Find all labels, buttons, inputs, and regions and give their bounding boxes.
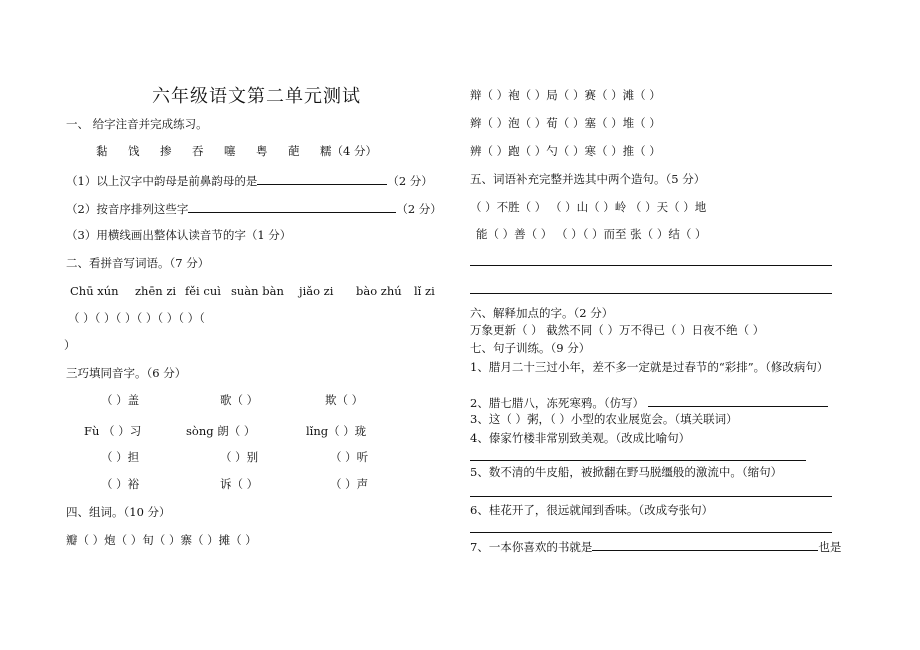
word-group-row[interactable]: 辫（ ）泡（ ）荀（ ）塞（ ）堆（ ） <box>470 116 661 130</box>
pinyin-blanks-end: ） <box>64 338 76 352</box>
sentence-task: 6、桂花开了，很远就闻到香味。（改成夸张句） <box>470 503 714 517</box>
char-item: 葩 <box>288 144 300 158</box>
sentence-task: 1、腊月二十三过小年，差不多一定就是过春节的“彩排”。（修改病句） <box>470 360 829 374</box>
answer-line[interactable] <box>470 532 832 533</box>
homophone-item[interactable]: 歌（ ） <box>220 393 259 407</box>
answer-line[interactable] <box>470 293 832 294</box>
sentence-task <box>470 538 841 555</box>
idiom-row[interactable]: （ ）不胜（ ） （ ）山（ ）岭 （ ）天（ ）地 <box>470 200 707 214</box>
homophone-item[interactable]: 诉（ ） <box>220 477 259 491</box>
homophone-item[interactable]: sòng 朗（ ） <box>186 424 256 438</box>
pinyin-item: zhēn zi <box>135 284 177 298</box>
char-item: 黏 <box>96 144 108 158</box>
homophone-item[interactable]: （ ）裕 <box>101 477 140 491</box>
pinyin-row <box>70 284 435 299</box>
sentence-task: 5、数不清的牛皮船，被掀翻在野马脱缰般的激流中。（缩句） <box>470 465 783 479</box>
pinyin-blanks[interactable]: （ ）（ ）（ ）（ ）（ ）（ ）（ <box>68 311 205 325</box>
homophone-item[interactable]: 欺（ ） <box>325 393 364 407</box>
char-list <box>96 144 377 159</box>
section-5-heading: 五、词语补充完整并选其中两个造句。（5 分） <box>470 172 706 186</box>
answer-line[interactable] <box>592 538 818 551</box>
pinyin-item: lǐ zi <box>414 284 435 298</box>
section-2-heading: 二、看拼音写词语。（7 分） <box>66 256 210 270</box>
section-6-heading: 六、解释加点的字。（2 分） <box>470 306 614 320</box>
homophone-item[interactable]: Fù （ ）习 <box>84 424 142 438</box>
sentence-task-text: 2、腊七腊八，冻死寒鸦。（仿写） <box>470 396 645 410</box>
homophone-item[interactable]: （ ）盖 <box>101 393 140 407</box>
sentence-task[interactable]: 3、这（ ）粥，（ ）小型的农业展览会。（填关联词） <box>470 412 738 426</box>
homophone-item[interactable]: （ ）听 <box>330 450 369 464</box>
word-group-row[interactable]: 辨（ ）跑（ ）勺（ ）寒（ ）推（ ） <box>470 144 661 158</box>
q1-sub-3: （3）用横线画出整体认读音节的字（1 分） <box>66 228 292 242</box>
idiom-row[interactable]: 能（ ）善（ ） （ ）（ ）而至 张（ ）结（ ） <box>476 227 707 241</box>
pinyin-item: jiǎo zi <box>299 284 334 298</box>
char-item: 噻 <box>224 144 236 158</box>
q1-sub-2-text: （2）按音序排列这些字 <box>66 202 189 216</box>
sentence-task-end: 也是 <box>818 540 842 554</box>
q1-sub-1-score: （2 分） <box>387 174 433 188</box>
pinyin-item: Chū xún <box>70 284 119 298</box>
pinyin-item: bào zhú <box>356 284 402 298</box>
char-item: 饯 <box>128 144 140 158</box>
section-4-heading: 四、组词。（10 分） <box>66 505 171 519</box>
char-score: （4 分） <box>331 144 377 158</box>
answer-line[interactable] <box>470 460 806 461</box>
answer-line[interactable] <box>257 172 387 185</box>
page-title: 六年级语文第二单元测试 <box>152 86 361 107</box>
homophone-item[interactable]: lǐng（ ）珑 <box>306 424 367 438</box>
char-item: 糯 <box>320 144 332 158</box>
char-item: 掺 <box>160 144 172 158</box>
sentence-task-text: 7、一本你喜欢的书就是 <box>470 540 593 554</box>
explain-row[interactable]: 万象更新（ ） 截然不同（ ）万不得已（ ）日夜不绝（ ） <box>470 323 765 337</box>
answer-line[interactable] <box>648 394 828 407</box>
q1-sub-1-text: （1）以上汉字中韵母是前鼻韵母的是 <box>66 174 258 188</box>
homophone-item[interactable]: （ ）别 <box>220 450 259 464</box>
q1-sub-2 <box>66 200 442 217</box>
char-item: 吞 <box>192 144 204 158</box>
sentence-task: 4、傣家竹楼非常别致美观。（改成比喻句） <box>470 431 691 445</box>
word-group-row[interactable]: 辩（ ）袍（ ）局（ ）赛（ ）滩（ ） <box>470 88 661 102</box>
pinyin-item: fěi cuì <box>185 284 221 298</box>
answer-line[interactable] <box>470 265 832 266</box>
answer-line[interactable] <box>188 200 396 213</box>
char-item: 粤 <box>256 144 268 158</box>
section-3-heading: 三巧填同音字。（6 分） <box>66 366 187 380</box>
homophone-item[interactable]: （ ）声 <box>330 477 369 491</box>
sentence-task <box>470 394 828 411</box>
section-1-heading: 一、 给字注音并完成练习。 <box>66 117 208 131</box>
answer-line[interactable] <box>470 496 832 497</box>
pinyin-item: suàn bàn <box>231 284 284 298</box>
word-group-row[interactable]: 瓣（ ）炮（ ）旬（ ）寨（ ）摊（ ） <box>66 533 257 547</box>
q1-sub-2-score: （2 分） <box>396 202 442 216</box>
q1-sub-1 <box>66 172 433 189</box>
homophone-item[interactable]: （ ）担 <box>101 450 140 464</box>
section-7-heading: 七、句子训练。（9 分） <box>470 341 591 355</box>
